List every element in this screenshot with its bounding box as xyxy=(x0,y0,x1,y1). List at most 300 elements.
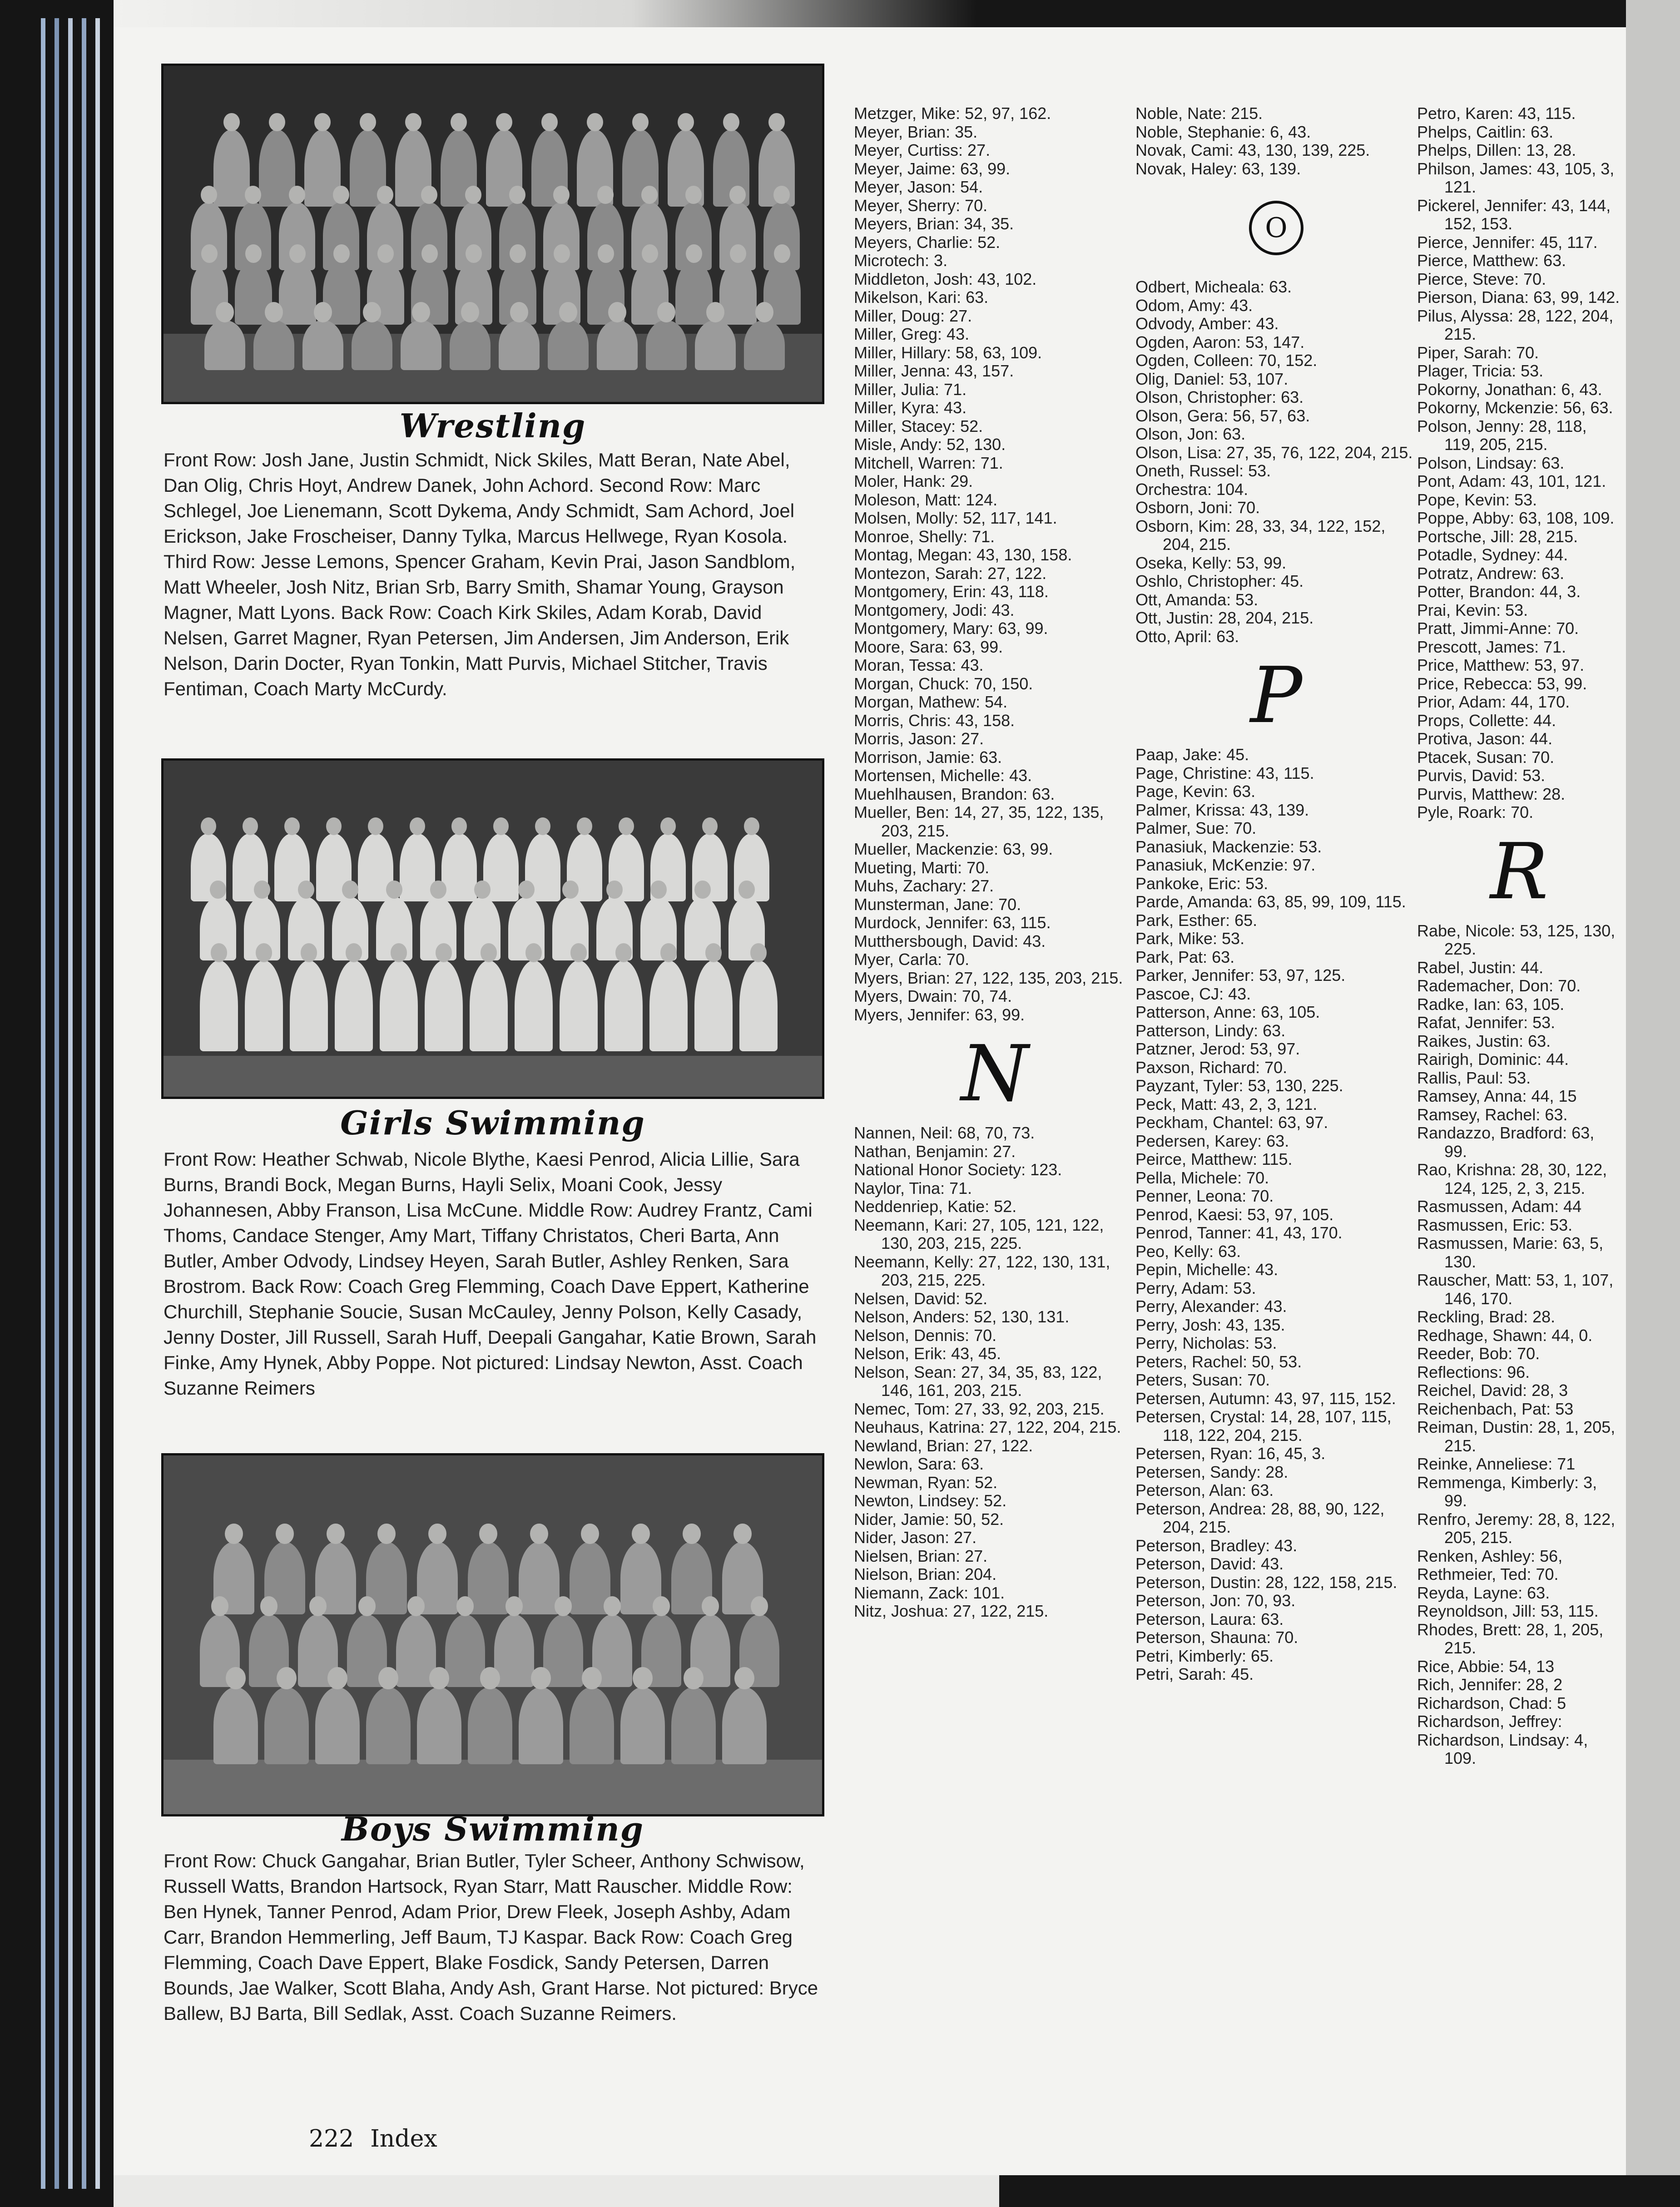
photo-figure-head xyxy=(327,1524,345,1544)
photo-figure-head xyxy=(723,113,739,131)
photo-figure xyxy=(302,320,343,370)
photo-figure-head xyxy=(734,1667,754,1689)
photo-figure-head xyxy=(342,881,358,899)
photo-figure xyxy=(380,960,418,1051)
index-entry: Nelson, Anders: 52, 130, 131. xyxy=(854,1307,1070,1326)
index-entry: Perry, Adam: 53. xyxy=(1135,1278,1256,1297)
photo-figure xyxy=(519,1687,563,1764)
index-entry: Miller, Julia: 71. xyxy=(854,380,967,399)
index-entry: Newton, Lindsey: 52. xyxy=(854,1491,1007,1510)
photo-figure-head xyxy=(479,1524,497,1544)
index-entry: Noble, Stephanie: 6, 43. xyxy=(1135,122,1311,141)
index-entry: Ott, Justin: 28, 204, 215. xyxy=(1135,609,1314,627)
index-entry: Myers, Dwain: 70, 74. xyxy=(854,987,1012,1005)
index-column-3 xyxy=(1417,104,1621,1768)
index-entry: Parker, Jennifer: 53, 97, 125. xyxy=(1135,966,1346,985)
index-entry: Meyer, Brian: 35. xyxy=(854,122,978,141)
index-entry: Noble, Nate: 215. xyxy=(1135,104,1263,123)
index-entry: Nitz, Joshua: 27, 122, 215. xyxy=(854,1602,1049,1620)
index-entry: Misle, Andy: 52, 130. xyxy=(854,435,1006,454)
photo-figure xyxy=(445,1614,485,1687)
photo-figure xyxy=(605,960,643,1051)
photo-figure-head xyxy=(210,881,226,899)
index-entry: Renfro, Jeremy: 28, 8, 122, 205, 215. xyxy=(1417,1509,1616,1547)
index-entry: Rasmussen, Marie: 63, 5, 130. xyxy=(1417,1234,1604,1271)
photo-figure xyxy=(417,1687,461,1764)
index-entry: Morris, Chris: 43, 158. xyxy=(854,711,1015,730)
index-entry: Reyda, Layne: 63. xyxy=(1417,1583,1550,1602)
index-entry: Petersen, Autumn: 43, 97, 115, 152. xyxy=(1135,1389,1396,1408)
index-entry: Peirce, Matthew: 115. xyxy=(1135,1150,1293,1168)
photo-figure-head xyxy=(755,302,773,322)
index-entry: Potadle, Sydney: 44. xyxy=(1417,545,1568,564)
index-entry: Potratz, Andrew: 63. xyxy=(1417,564,1565,583)
photo-figure xyxy=(739,960,778,1051)
index-entry: Patterson, Anne: 63, 105. xyxy=(1135,1003,1320,1021)
index-column-1 xyxy=(854,104,1135,1621)
index-entry: Meyer, Jason: 54. xyxy=(854,178,983,196)
photo-figure-head xyxy=(201,244,218,263)
index-entry: Pankoke, Eric: 53. xyxy=(1135,874,1269,893)
photo-figure-head xyxy=(451,817,467,835)
photo-figure-head xyxy=(421,186,437,204)
index-entry: Mortensen, Michelle: 43. xyxy=(854,766,1032,785)
photo-figure xyxy=(264,1687,309,1764)
photo-figure xyxy=(722,1687,767,1764)
photo-figure-head xyxy=(738,881,754,899)
girls-swimming-team-photo xyxy=(161,758,824,1099)
photo-figure-head xyxy=(684,1667,703,1689)
photo-figure-head xyxy=(606,881,622,899)
index-entry: Parde, Amanda: 63, 85, 99, 109, 115. xyxy=(1135,892,1406,911)
page-right-edge xyxy=(1626,0,1680,2207)
index-entry: Moore, Sara: 63, 99. xyxy=(854,637,1003,656)
photo-figure-head xyxy=(541,113,557,131)
index-entry: Morris, Jason: 27. xyxy=(854,729,984,748)
index-entry: Pascoe, CJ: 43. xyxy=(1135,984,1251,1003)
photo-figure-head xyxy=(314,302,332,322)
photo-figure xyxy=(548,320,589,370)
photo-figure xyxy=(649,960,688,1051)
photo-figure-head xyxy=(510,244,526,263)
index-entry: Miller, Greg: 43. xyxy=(854,325,970,343)
photo-figure-head xyxy=(530,1524,548,1544)
index-entry: Olig, Daniel: 53, 107. xyxy=(1135,369,1288,388)
index-entry: Myers, Brian: 27, 122, 135, 203, 215. xyxy=(854,968,1123,987)
index-entry: Peters, Susan: 70. xyxy=(1135,1371,1270,1389)
photo-figure-head xyxy=(597,186,613,204)
index-entry: Prai, Kevin: 53. xyxy=(1417,600,1528,619)
photo-figure-head xyxy=(326,817,342,835)
index-entry: Redhage, Shawn: 44, 0. xyxy=(1417,1326,1593,1345)
photo-figure-head xyxy=(553,186,569,204)
photo-figure-head xyxy=(254,881,270,899)
index-entry: Portsche, Jill: 28, 215. xyxy=(1417,527,1578,546)
index-entry: Penrod, Kaesi: 53, 97, 105. xyxy=(1135,1205,1334,1224)
photo-figure-head xyxy=(702,1596,719,1616)
photo-figure xyxy=(597,320,638,370)
index-entry: Myer, Carla: 70. xyxy=(854,950,970,969)
index-entry: Rademacher, Don: 70. xyxy=(1417,976,1581,995)
index-entry: Nielson, Brian: 204. xyxy=(854,1565,997,1583)
index-entry: Palmer, Krissa: 43, 139. xyxy=(1135,800,1309,819)
photo-figure-head xyxy=(577,817,592,835)
photo-figure-head xyxy=(653,1596,670,1616)
index-entry: Perry, Nicholas: 53. xyxy=(1135,1334,1277,1352)
index-entry: Patterson, Lindy: 63. xyxy=(1135,1021,1286,1040)
photo-figure-head xyxy=(333,186,349,204)
index-entry: Pepin, Michelle: 43. xyxy=(1135,1260,1279,1279)
index-entry: Odbert, Micheala: 63. xyxy=(1135,277,1292,296)
index-entry: Pella, Michele: 70. xyxy=(1135,1168,1269,1187)
photo-figure-head xyxy=(493,817,509,835)
index-entry: Pierce, Jennifer: 45, 117. xyxy=(1417,233,1598,252)
index-entry: Metzger, Mike: 52, 97, 162. xyxy=(854,104,1051,123)
photo-figure-head xyxy=(678,113,694,131)
photo-figure-head xyxy=(333,244,350,263)
index-entry: Park, Mike: 53. xyxy=(1135,929,1245,948)
index-entry: Muhs, Zachary: 27. xyxy=(854,876,994,895)
index-entry: Peters, Rachel: 50, 53. xyxy=(1135,1352,1302,1371)
photo-figure-head xyxy=(216,302,234,322)
index-entry: Petri, Kimberly: 65. xyxy=(1135,1646,1274,1665)
index-entry: Raikes, Justin: 63. xyxy=(1417,1031,1551,1050)
index-entry: Miller, Hillary: 58, 63, 109. xyxy=(854,343,1042,362)
photo-figure xyxy=(570,1687,614,1764)
photo-figure xyxy=(744,320,785,370)
index-entry: Moler, Hank: 29. xyxy=(854,472,973,490)
index-entry: Pyle, Roark: 70. xyxy=(1417,803,1534,821)
photo-figure xyxy=(253,320,294,370)
index-entry: Reiman, Dustin: 28, 1, 205, 215. xyxy=(1417,1418,1616,1455)
index-entry: Ramsey, Rachel: 63. xyxy=(1417,1105,1568,1124)
index-entry: Radke, Ian: 63, 105. xyxy=(1417,995,1565,1014)
photo-figure-head xyxy=(428,1524,446,1544)
index-entry: Ramsey, Anna: 44, 15 xyxy=(1417,1087,1577,1105)
photo-figure-head xyxy=(245,186,261,204)
index-entry: Petersen, Ryan: 16, 45, 3. xyxy=(1135,1444,1326,1463)
index-entry: Page, Christine: 43, 115. xyxy=(1135,763,1314,782)
index-entry: Peterson, Shauna: 70. xyxy=(1135,1628,1298,1647)
photo-figure-head xyxy=(686,244,702,263)
index-entry: National Honor Society: 123. xyxy=(854,1160,1062,1179)
index-entry: Middleton, Josh: 43, 102. xyxy=(854,269,1037,288)
photo-figure-head xyxy=(466,244,482,263)
boys-swimming-team-photo xyxy=(161,1453,824,1816)
index-entry: Reflections: 96. xyxy=(1417,1362,1530,1381)
index-entry: Phelps, Dillen: 13, 28. xyxy=(1417,141,1576,159)
photo-figure xyxy=(494,1614,534,1687)
index-entry: Park, Pat: 63. xyxy=(1135,947,1235,966)
photo-figure-head xyxy=(632,1524,650,1544)
photo-figure xyxy=(515,960,553,1051)
photo-figure xyxy=(200,960,238,1051)
index-entry: Rich, Jennifer: 28, 2 xyxy=(1417,1675,1563,1694)
photo-figure-head xyxy=(405,113,421,131)
team-caption: Front Row: Chuck Gangahar, Brian Butler, Tyler Scheer, Anthony Schwisow, Russell Watts, Brandon Hartsock, Ryan Starr, Matt Rauscher. Middle Row: Ben Hynek, Tanner Penrod, Adam Prior, Drew Fleek, Joseph Ashby, Adam Carr, Brandon Hemmerling, Jeff Baum, TJ Kaspar. Back Row: Coach Greg Flemming, Coach Dave Eppert, Blake Fosdick, Sandy Petersen, Darren Bounds, Jae Walker, Scott Blaha, Andy Ash, Grant Harse. Not pictured: Bryce Ballew, BJ Barta, Bill Sedlak, Asst. Coach Suzanne Reimers. xyxy=(164,1850,818,2024)
photo-figure-head xyxy=(608,302,626,322)
section-letter: R xyxy=(1490,826,1548,917)
photo-figure-head xyxy=(685,186,701,204)
index-entry: Reichenbach, Pat: 53 xyxy=(1417,1399,1574,1418)
index-entry: Rairigh, Dominic: 44. xyxy=(1417,1050,1569,1069)
photo-figure xyxy=(560,960,598,1051)
index-entry: Mueting, Marti: 70. xyxy=(854,858,990,877)
index-entry: Reckling, Brad: 28. xyxy=(1417,1307,1556,1326)
index-entry: Rhodes, Brett: 28, 1, 205, 215. xyxy=(1417,1620,1604,1657)
index-entry: Props, Collette: 44. xyxy=(1417,711,1556,730)
photo-figure-head xyxy=(465,186,481,204)
index-entry: Meyers, Brian: 34, 35. xyxy=(854,214,1014,233)
index-entry: Pickerel, Jennifer: 43, 144, 152, 153. xyxy=(1417,196,1611,233)
book-spine xyxy=(0,0,114,2207)
photo-figure-head xyxy=(587,113,603,131)
photo-figure-head xyxy=(451,113,466,131)
index-entry: Polson, Jenny: 28, 118, 119, 205, 215. xyxy=(1417,416,1587,454)
index-entry: Palmer, Sue: 70. xyxy=(1135,819,1257,837)
photo-figure-head xyxy=(368,817,383,835)
index-entry: Montgomery, Erin: 43, 118. xyxy=(854,582,1049,601)
index-entry: Ogden, Aaron: 53, 147. xyxy=(1135,332,1305,351)
index-entry: Nelson, Erik: 43, 45. xyxy=(854,1344,1001,1363)
photo-figure-head xyxy=(461,302,479,322)
photo-figure xyxy=(352,320,392,370)
index-entry: Morgan, Mathew: 54. xyxy=(854,693,1008,711)
section-letter: N xyxy=(961,1029,1029,1119)
photo-figure xyxy=(719,261,757,325)
index-entry: Pedersen, Karey: 63. xyxy=(1135,1131,1289,1150)
index-entry: Nielsen, Brian: 27. xyxy=(854,1546,988,1565)
photo-figure-head xyxy=(243,817,258,835)
index-entry: Osborn, Kim: 28, 33, 34, 122, 152, 204, 215. xyxy=(1135,516,1386,554)
photo-figure xyxy=(470,960,508,1051)
index-entry: Meyer, Curtiss: 27. xyxy=(854,141,991,159)
photo-figure-head xyxy=(412,302,430,322)
index-entry: Prior, Adam: 44, 170. xyxy=(1417,693,1570,711)
photo-figure-head xyxy=(284,817,300,835)
photo-figure-head xyxy=(751,1596,768,1616)
index-entry: Nelson, Sean: 27, 34, 35, 83, 122, 146, 161, 203, 215. xyxy=(854,1362,1102,1400)
index-entry: Penner, Leona: 70. xyxy=(1135,1187,1274,1205)
index-entry: Petri, Sarah: 45. xyxy=(1135,1665,1254,1683)
photo-figure-head xyxy=(518,881,534,899)
index-entry: Miller, Stacey: 52. xyxy=(854,416,983,435)
photo-figure-head xyxy=(480,1667,500,1689)
photo-figure-head xyxy=(510,302,528,322)
photo-figure xyxy=(441,833,477,901)
section-title: Girls Swimming xyxy=(340,1104,645,1142)
photo-figure-head xyxy=(650,881,666,899)
index-entry: Payzant, Tyler: 53, 130, 225. xyxy=(1135,1076,1343,1095)
photo-figure-head xyxy=(386,881,402,899)
photo-figure xyxy=(499,320,540,370)
index-entry: Olson, Jon: 63. xyxy=(1135,425,1246,443)
photo-figure-head xyxy=(581,1524,599,1544)
index-entry: Muehlhausen, Brandon: 63. xyxy=(854,784,1055,803)
photo-figure xyxy=(646,320,687,370)
index-entry: Nider, Jason: 27. xyxy=(854,1528,977,1547)
index-entry: Peterson, Andrea: 28, 88, 90, 122, 204, 215. xyxy=(1135,1499,1385,1536)
index-entry: Mutthersbough, David: 43. xyxy=(854,931,1046,950)
index-entry: Niemann, Zack: 101. xyxy=(854,1583,1005,1602)
index-entry: Randazzo, Bradford: 63, 99. xyxy=(1417,1123,1595,1161)
photo-figure-head xyxy=(276,1524,294,1544)
index-entry: Montezon, Sarah: 27, 122. xyxy=(854,564,1047,583)
photo-figure xyxy=(213,129,250,207)
index-entry: Murdock, Jennifer: 63, 115. xyxy=(854,913,1051,932)
photo-figure-head xyxy=(773,186,789,204)
photo-figure-head xyxy=(535,817,550,835)
photo-figure-head xyxy=(633,1667,652,1689)
photo-figure-head xyxy=(245,244,262,263)
index-entry: Mikelson, Kari: 63. xyxy=(854,288,989,307)
index-entry: Nannen, Neil: 68, 70, 73. xyxy=(854,1123,1035,1142)
index-entry: Panasiuk, McKenzie: 97. xyxy=(1135,856,1316,874)
photo-figure-head xyxy=(277,1667,296,1689)
index-entry: Page, Kevin: 63. xyxy=(1135,782,1256,801)
index-entry: Peterson, Laura: 63. xyxy=(1135,1609,1284,1628)
index-entry: Reinke, Anneliese: 71 xyxy=(1417,1455,1576,1473)
photo-figure-head xyxy=(429,1667,449,1689)
photo-figure xyxy=(425,960,463,1051)
photo-figure xyxy=(450,320,491,370)
index-entry: Osborn, Joni: 70. xyxy=(1135,498,1260,517)
index-entry: Nathan, Benjamin: 27. xyxy=(854,1142,1016,1161)
index-entry: Peterson, Alan: 63. xyxy=(1135,1481,1274,1499)
index-entry: Monroe, Shelly: 71. xyxy=(854,527,995,546)
photo-figure-head xyxy=(641,186,657,204)
photo-figure xyxy=(335,960,373,1051)
index-entry: Richardson, Jeffrey: xyxy=(1417,1712,1562,1731)
index-entry: Meyer, Sherry: 70. xyxy=(854,196,988,215)
index-entry: Olson, Lisa: 27, 35, 76, 122, 204, 215. xyxy=(1135,443,1413,462)
photo-figure-head xyxy=(733,1524,752,1544)
index-entry: Reynoldson, Jill: 53, 115. xyxy=(1417,1602,1599,1620)
index-entry: Price, Matthew: 53, 97. xyxy=(1417,656,1585,674)
index-entry: Richardson, Chad: 5 xyxy=(1417,1693,1566,1712)
photo-figure-head xyxy=(377,1524,396,1544)
photo-figure xyxy=(204,320,245,370)
photo-figure xyxy=(401,320,441,370)
index-entry: Odom, Amy: 43. xyxy=(1135,296,1253,315)
photo-figure-head xyxy=(774,244,790,263)
photo-figure-head xyxy=(327,1667,347,1689)
index-entry: Pokorny, Mckenzie: 56, 63. xyxy=(1417,398,1613,417)
photo-figure-head xyxy=(226,1667,245,1689)
index-entry: Purvis, Matthew: 28. xyxy=(1417,784,1566,803)
index-entry: Neuhaus, Katrina: 27, 122, 204, 215. xyxy=(854,1418,1121,1436)
photo-figure-head xyxy=(377,186,393,204)
photo-figure-head xyxy=(768,113,784,131)
index-entry: Petro, Karen: 43, 115. xyxy=(1417,104,1576,123)
photo-figure-head xyxy=(410,817,425,835)
index-entry: Poppe, Abby: 63, 108, 109. xyxy=(1417,509,1615,527)
photo-figure xyxy=(245,960,283,1051)
photo-figure-head xyxy=(559,302,577,322)
index-entry: Rasmussen, Adam: 44 xyxy=(1417,1197,1582,1216)
page-bottom-edge xyxy=(999,2175,1680,2207)
index-entry: Rabe, Nicole: 53, 125, 130, 225. xyxy=(1417,921,1616,958)
page-footer xyxy=(309,2125,454,2153)
index-entry: Richardson, Lindsay: 4, 109. xyxy=(1417,1730,1588,1767)
photo-figure-head xyxy=(377,244,394,263)
index-entry: Reichel, David: 28, 3 xyxy=(1417,1381,1568,1400)
index-entry: Peterson, Bradley: 43. xyxy=(1135,1536,1298,1555)
photo-figure-head xyxy=(554,244,570,263)
index-entry: Mitchell, Warren: 71. xyxy=(854,453,1003,472)
photo-figure xyxy=(315,1687,360,1764)
photo-figure-head xyxy=(298,881,314,899)
index-entry: Rallis, Paul: 53. xyxy=(1417,1068,1531,1087)
index-entry: Novak, Haley: 63, 139. xyxy=(1135,159,1301,178)
index-entry: Myers, Jennifer: 63, 99. xyxy=(854,1005,1025,1024)
index-entry: Naylor, Tina: 71. xyxy=(854,1178,972,1198)
index-entry: Nemec, Tom: 27, 33, 92, 203, 215. xyxy=(854,1399,1105,1418)
index-entry: Odvody, Amber: 43. xyxy=(1135,314,1279,333)
index-entry: Rabel, Justin: 44. xyxy=(1417,958,1544,977)
index-entry: Peterson, Dustin: 28, 122, 158, 215. xyxy=(1135,1573,1398,1592)
index-entry: Renken, Ashley: 56, xyxy=(1417,1546,1563,1565)
photo-figure-head xyxy=(555,1596,572,1616)
photo-figure-head xyxy=(706,302,724,322)
index-column-2 xyxy=(1135,104,1417,1684)
index-entry: Novak, Cami: 43, 130, 139, 225. xyxy=(1135,141,1370,159)
index-entry: Petersen, Sandy: 28. xyxy=(1135,1462,1288,1481)
photo-figure-head xyxy=(430,881,446,899)
section-letter: P xyxy=(1250,651,1303,741)
index-entry: Purvis, David: 53. xyxy=(1417,766,1546,785)
photo-figure xyxy=(671,1687,716,1764)
index-entry: Pierce, Matthew: 63. xyxy=(1417,251,1566,270)
photo-figure-head xyxy=(531,1667,550,1689)
index-entry: Peterson, David: 43. xyxy=(1135,1554,1284,1573)
index-entry: Neddenriep, Katie: 52. xyxy=(854,1197,1017,1216)
index-entry: Rauscher, Matt: 53, 1, 107, 146, 170. xyxy=(1417,1271,1614,1308)
index-entry: Meyer, Jaime: 63, 99. xyxy=(854,159,1011,178)
index-entry: Piper, Sarah: 70. xyxy=(1417,343,1539,362)
section-title: Wrestling xyxy=(399,406,586,445)
photo-figure xyxy=(366,1687,411,1764)
index-entry: Morrison, Jamie: 63. xyxy=(854,747,1002,767)
photo-figure-head xyxy=(360,113,376,131)
photo-figure-head xyxy=(730,244,746,263)
index-entry: Pont, Adam: 43, 101, 121. xyxy=(1417,472,1606,490)
index-entry: Pilus, Alyssa: 28, 122, 204, 215. xyxy=(1417,306,1614,343)
index-entry: Protiva, Jason: 44. xyxy=(1417,729,1553,748)
index-entry: Panasiuk, Mackenzie: 53. xyxy=(1135,837,1322,856)
index-entry: Ptacek, Susan: 70. xyxy=(1417,747,1555,767)
index-entry: Nider, Jamie: 50, 52. xyxy=(854,1509,1004,1529)
index-entry: Park, Esther: 65. xyxy=(1135,911,1258,930)
index-entry: Pratt, Jimmi-Anne: 70. xyxy=(1417,619,1579,638)
index-entry: Peckham, Chantel: 63, 97. xyxy=(1135,1113,1328,1132)
index-entry: Peterson, Jon: 70, 93. xyxy=(1135,1591,1296,1610)
photo-figure xyxy=(468,1542,509,1614)
section-letter: O xyxy=(1135,178,1417,278)
photo-figure-head xyxy=(729,186,745,204)
photo-figure-head xyxy=(619,817,634,835)
photo-figure-head xyxy=(363,302,381,322)
photo-figure-head xyxy=(289,244,306,263)
index-entry: Pierce, Steve: 70. xyxy=(1417,269,1546,288)
index-entry: Paap, Jake: 45. xyxy=(1135,745,1249,764)
index-entry: Pope, Kevin: 53. xyxy=(1417,490,1537,509)
photo-figure-head xyxy=(744,817,759,835)
photo-figure-head xyxy=(642,244,658,263)
index-entry: Petersen, Crystal: 14, 28, 107, 115, 118, 122, 204, 215. xyxy=(1135,1407,1392,1445)
photo-figure-head xyxy=(201,186,217,204)
index-entry: Pierson, Diana: 63, 99, 142. xyxy=(1417,288,1620,307)
